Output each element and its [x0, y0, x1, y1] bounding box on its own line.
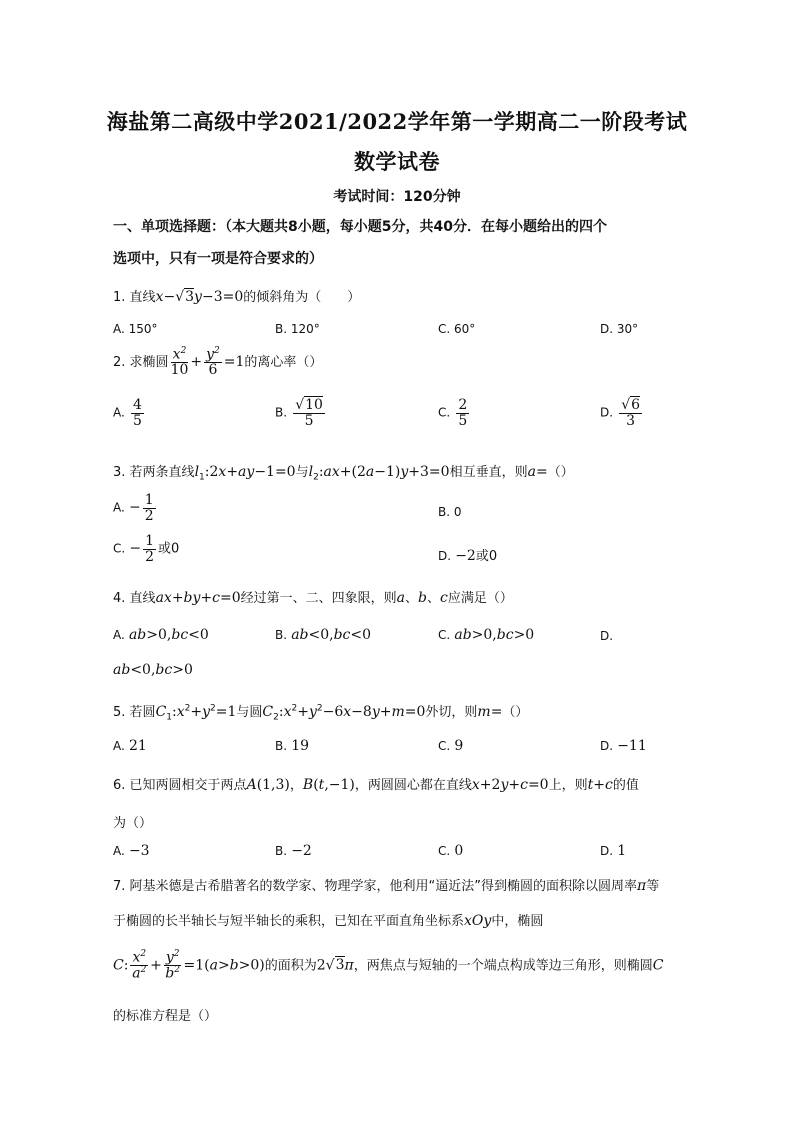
- question-text: 求椭圆: [129, 355, 169, 371]
- question-3: 3. 若两条直线$l_1:2x+ay-1=0$与$l_2:ax+(2a-1)y+3=0$相互垂直，则a=（）: [113, 464, 574, 483]
- option-a: A. ab>0,bc<0: [113, 627, 209, 643]
- question-text: 的倾斜角为（ ）: [243, 290, 361, 305]
- math-fraction: $\frac{x^2}{10}$: [170, 346, 189, 379]
- option-c: C. $\frac{2}{5}$: [438, 397, 468, 429]
- question-7-line3: C: $\frac{x^2}{a^2}$ + $\frac{y^2}{b^2}$ =1(a>b>0)的面积为2√3π，两焦点与短轴的一个端点构成等边三角形，则椭圆C: [113, 949, 664, 982]
- option-b: B. 120°: [275, 322, 320, 336]
- question-number: 6.: [113, 778, 126, 793]
- option-a: A. 150°: [113, 322, 158, 336]
- option-b: B. 0: [438, 505, 462, 519]
- option-a: A. 21: [113, 738, 147, 754]
- option-b: B. $\frac{√10}{5}$: [275, 397, 323, 429]
- option-d: D. 30°: [600, 322, 639, 336]
- option-d: D. −11: [600, 738, 647, 754]
- question-number: 5.: [113, 705, 126, 720]
- option-c: C. ab>0,bc>0: [438, 627, 535, 643]
- question-6-line2: 为（）: [113, 816, 153, 831]
- question-text: 若圆: [129, 705, 156, 720]
- option-c: C. − $\frac{1}{2}$ 或0: [113, 533, 180, 565]
- question-6: 6. 已知两圆相交于两点A(1,3)，B(t,−1)，两圆圆心都在直线x+2y+c=0上，则t+c的值: [113, 777, 639, 793]
- question-text: 阿基米德是古希腊著名的数学家、物理学家，他利用“逼近法”得到椭圆的面积除以圆周率: [129, 879, 638, 894]
- math-fraction: $\frac{y^2}{6}$: [206, 346, 220, 379]
- question-number: 2.: [113, 355, 126, 371]
- question-text: 的离心率（）: [244, 355, 323, 371]
- option-d: D. 1: [600, 843, 627, 859]
- section-heading-line1: 一、单项选择题：（本大题共8小题，每小题5分，共40分．在每小题给出的四个: [113, 219, 607, 235]
- question-text: 已知两圆相交于两点: [129, 778, 247, 793]
- question-1: 1. 直线x−√3y−3=0的倾斜角为（ ）: [113, 289, 361, 305]
- section-heading-line2: 选项中，只有一项是符合要求的）: [113, 251, 323, 267]
- question-2: 2. 求椭圆 $\frac{x^2}{10}$ + $\frac{y^2}{6}$ =1的离心率（）: [113, 346, 323, 379]
- option-c: C. 60°: [438, 322, 476, 336]
- question-number: 3.: [113, 465, 126, 480]
- question-text: 直线: [129, 591, 156, 606]
- option-d-value: ab<0,bc>0: [113, 662, 193, 678]
- option-b: B. −2: [275, 843, 312, 859]
- option-d: D. $\frac{√6}{3}$: [600, 397, 641, 429]
- math-expression: x: [155, 289, 164, 305]
- question-4: 4. 直线ax+by+c=0经过第一、二、四象限，则a、b、c应满足（）: [113, 590, 513, 606]
- question-7-line2: 于椭圆的长半轴长与短半轴长的乘积，已知在平面直角坐标系xOy中，椭圆: [113, 913, 544, 929]
- question-number: 4.: [113, 591, 126, 606]
- question-7: 7. 阿基米德是古希腊著名的数学家、物理学家，他利用“逼近法”得到椭圆的面积除以圆周率π等: [113, 878, 660, 894]
- option-d: D.: [600, 629, 614, 643]
- option-c: C. 0: [438, 843, 464, 859]
- option-b: B. ab<0,bc<0: [275, 627, 372, 643]
- option-a: A. $\frac{4}{5}$: [113, 397, 142, 429]
- exam-title: 海盐第二高级中学2021/2022学年第一学期高二一阶段考试: [106, 109, 688, 134]
- option-d: D. −2或0: [438, 548, 498, 564]
- exam-subtitle: 数学试卷: [354, 149, 440, 174]
- question-7-line4: 的标准方程是（）: [113, 1009, 218, 1024]
- question-number: 1.: [113, 290, 126, 305]
- question-text: 若两条直线: [129, 465, 195, 480]
- option-a: A. − $\frac{1}{2}$: [113, 492, 154, 524]
- option-a: A. −3: [113, 843, 150, 859]
- question-text: 直线: [129, 290, 156, 305]
- question-5: 5. 若圆$C_1:x^2+y^2=1$与圆$C_2:x^2+y^2-6x-8y+m=0$外切，则m=（）: [113, 703, 529, 723]
- exam-time: 考试时间：120分钟: [333, 189, 461, 205]
- option-b: B. 19: [275, 738, 310, 754]
- question-number: 7.: [113, 879, 126, 894]
- option-c: C. 9: [438, 738, 464, 754]
